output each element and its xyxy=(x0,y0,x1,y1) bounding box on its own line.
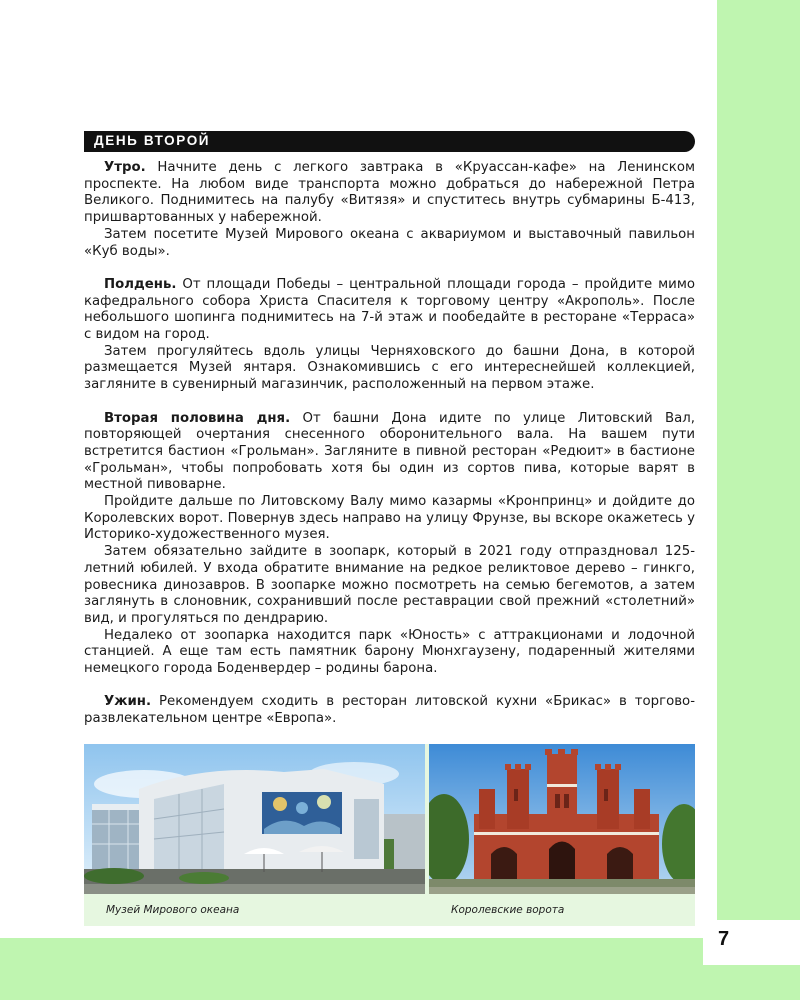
page-number: 7 xyxy=(718,928,730,950)
afternoon-text: От башни Дона идите по улице Литовский Вал, повторяющей очертания снесенного оборонительного вала. На вашем пути встретится бастион «Грольман». Загляните в пивной ресторан «Редюит» в бастионе «Грольман», чтобы попробовать хотя бы один из сортов пива, которые варят в местной пивоварне. xyxy=(84,410,695,493)
article-body xyxy=(84,160,695,728)
paragraph-noon-2: Затем прогуляйтесь вдоль улицы Черняховского до башни Дона, в которой размещается Музей янтаря. Ознакомившись с его интереснейшей коллекцией, загляните в сувенирный магазинчик, расположенный на первом этаже. xyxy=(84,343,695,393)
photo-world-ocean-museum xyxy=(84,744,425,894)
noon-label: Полдень. xyxy=(104,276,177,292)
bottom-green-margin xyxy=(0,938,800,1000)
section-header xyxy=(84,131,695,152)
morning-text: Начните день с легкого завтрака в «Круассан-кафе» на Ленинском проспекте. На любом виде транспорта можно добраться до набережной Петра Великого. Поднимитесь на палубу «Витязя» и спуститесь внутрь субмарины Б-413, пришвартованных у набережной. xyxy=(84,160,695,226)
caption-kings-gate: Королевские ворота xyxy=(451,904,565,916)
paragraph-morning xyxy=(84,160,695,227)
dinner-text: Рекомендуем сходить в ресторан литовской кухни «Брикас» в торгово-развлекательном центре «Европа». xyxy=(84,694,695,727)
section-title: ДЕНЬ ВТОРОЙ xyxy=(94,133,211,148)
paragraph-afternoon-2: Пройдите дальше по Литовскому Валу мимо казармы «Кронпринц» и дойдите до Королевских ворот. Повернув здесь направо на улицу Фрунзе, вы вскоре окажетесь у Историко-художественного музея. xyxy=(84,494,695,543)
side-green-margin xyxy=(717,0,800,938)
paragraph-noon xyxy=(84,277,695,344)
paragraph-afternoon-4: Недалеко от зоопарка находится парк «Юность» с аттракционами и лодочной станцией. А еще там есть памятник барону Мюнхгаузену, подаренный жителями немецкого города Боденвердер – родины барона. xyxy=(84,627,695,677)
photo-kings-gate xyxy=(429,744,695,894)
photo-strip xyxy=(84,744,695,926)
dinner-label: Ужин. xyxy=(104,694,152,710)
caption-world-ocean-museum: Музей Мирового океана xyxy=(106,904,240,916)
paragraph-afternoon xyxy=(84,411,695,495)
noon-text: От площади Победы – центральной площади города – пройдите мимо кафедрального собора Христа Спасителя к торговому центру «Акрополь». После небольшого шопинга поднимитесь на 7-й этаж и пообедайте в ресторане «Терраса» с видом на город. xyxy=(84,276,695,343)
afternoon-label: Вторая половина дня. xyxy=(104,410,291,426)
paragraph-afternoon-3: Затем обязательно зайдите в зоопарк, который в 2021 году отпраздновал 125-летний юбилей. У входа обратите внимание на редкое реликтовое дерево – гинкго, ровесника динозавров. В зоопарке можно посмотреть на семью бегемотов, а затем заглянуть в слоновник, сохранивший после реставрации свой прежний «столетний» вид, и прогуляться по дендрарию. xyxy=(84,544,695,626)
paragraph-dinner xyxy=(84,694,695,727)
morning-label: Утро. xyxy=(104,160,146,175)
paragraph-morning-2: Затем посетите Музей Мирового океана с аквариумом и выставочный павильон «Куб воды». xyxy=(84,226,695,259)
